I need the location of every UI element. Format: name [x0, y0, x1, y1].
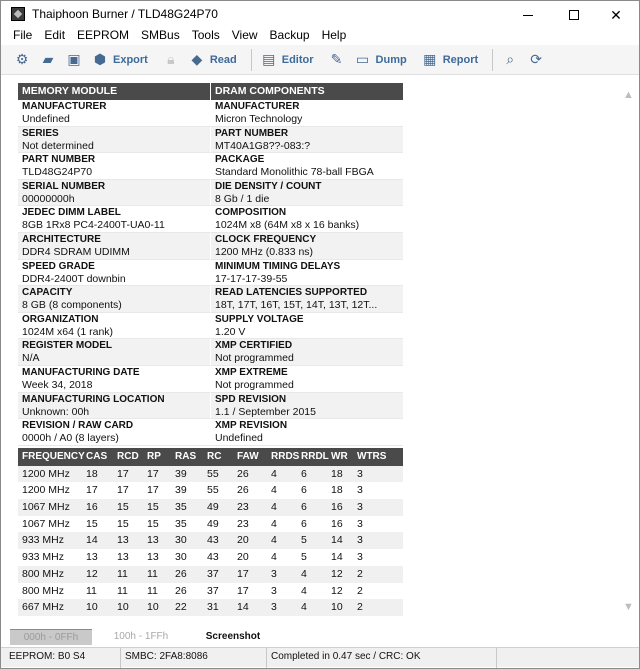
- timing-column-header: RP: [147, 450, 161, 462]
- field-value: Week 34, 2018: [22, 378, 93, 391]
- field-label: MINIMUM TIMING DELAYS: [215, 260, 341, 272]
- dump-button[interactable]: [354, 51, 407, 69]
- timing-cell: 3: [271, 601, 277, 614]
- field-value: Standard Monolithic 78-ball FBGA: [215, 166, 374, 179]
- info-row: [18, 393, 403, 420]
- timing-cell: 12: [86, 567, 98, 580]
- timing-cell: 26: [175, 567, 187, 580]
- timing-cell: 3: [357, 484, 363, 497]
- menu-tools[interactable]: Tools: [191, 28, 220, 42]
- dram-field: [210, 286, 403, 313]
- timing-cell: 667 MHz: [22, 601, 65, 614]
- timing-cell: 15: [117, 517, 129, 530]
- timing-cell: 1067 MHz: [22, 517, 70, 530]
- info-row: [18, 260, 403, 287]
- field-label: DIE DENSITY / COUNT: [215, 180, 322, 192]
- report-icon: ▦: [423, 51, 437, 67]
- field-label: COMPOSITION: [215, 207, 287, 219]
- export-icon: ⬢: [93, 51, 107, 67]
- timing-cell: 26: [237, 467, 249, 480]
- field-label: ARCHITECTURE: [22, 233, 101, 245]
- timing-row: [18, 566, 403, 583]
- timing-cell: 800 MHz: [22, 567, 65, 580]
- timing-cell: 49: [207, 517, 219, 530]
- menu-eeprom[interactable]: EEPROM: [77, 28, 130, 42]
- timing-cell: 17: [147, 484, 159, 497]
- module-field: [18, 366, 210, 393]
- field-value: 1024M x64 (1 rank): [22, 325, 114, 338]
- timing-cell: 3: [271, 567, 277, 580]
- field-label: MANUFACTURING LOCATION: [22, 393, 165, 405]
- timing-cell: 6: [301, 467, 307, 480]
- timing-row: [18, 499, 403, 516]
- timing-cell: 14: [331, 534, 343, 547]
- timing-row: [18, 466, 403, 483]
- export-label: Export: [113, 53, 148, 66]
- module-field: [18, 180, 210, 207]
- field-label: REGISTER MODEL: [22, 340, 113, 352]
- timing-column-header: RCD: [117, 450, 139, 462]
- info-row: [18, 286, 403, 313]
- field-value: Unknown: 00h: [22, 405, 90, 418]
- timing-cell: 12: [331, 567, 343, 580]
- field-value: 1024M x8 (64M x8 x 16 banks): [215, 219, 360, 232]
- dram-field: [210, 393, 403, 420]
- info-row: [18, 153, 403, 180]
- timing-cell: 2: [357, 601, 363, 614]
- timing-cell: 39: [175, 467, 187, 480]
- tools-wrench-icon[interactable]: ✎: [330, 51, 343, 67]
- timing-cell: 26: [237, 484, 249, 497]
- timing-cell: 37: [207, 584, 219, 597]
- status-bar: [1, 647, 639, 667]
- timing-cell: 14: [331, 551, 343, 564]
- timing-cell: 11: [86, 584, 97, 597]
- timing-cell: 49: [207, 501, 219, 514]
- timing-cell: 4: [271, 534, 277, 547]
- timing-cell: 10: [117, 601, 129, 614]
- timing-row: [18, 583, 403, 600]
- timing-cell: 3: [357, 534, 363, 547]
- field-label: ORGANIZATION: [22, 313, 99, 325]
- read-label: Read: [209, 53, 237, 66]
- timing-cell: 18: [86, 467, 98, 480]
- timing-cell: 6: [301, 501, 307, 514]
- menu-backup[interactable]: Backup: [269, 28, 310, 42]
- timing-cell: 3: [357, 517, 363, 530]
- timing-cell: 43: [207, 551, 219, 564]
- info-row: [18, 100, 403, 127]
- menu-file[interactable]: File: [13, 28, 33, 42]
- timing-column-header: FAW: [237, 450, 259, 462]
- timing-cell: 22: [175, 601, 187, 614]
- timing-column-header: WR: [331, 450, 348, 462]
- timing-cell: 23: [237, 501, 249, 514]
- close-button[interactable]: [593, 1, 639, 29]
- save-disk-icon[interactable]: ▣: [67, 51, 81, 67]
- timing-cell: 10: [86, 601, 98, 614]
- settings-gear-icon[interactable]: ⚙: [15, 51, 29, 67]
- field-value: Undefined: [22, 113, 70, 125]
- dram-components-header: DRAM COMPONENTS: [210, 83, 403, 100]
- field-label: SUPPLY VOLTAGE: [215, 313, 304, 325]
- timing-cell: 17: [237, 584, 249, 597]
- timing-table: [18, 466, 403, 616]
- dump-icon: ▭: [355, 51, 370, 67]
- timing-cell: 17: [117, 467, 129, 480]
- status-result: Completed in 0.47 sec / CRC: OK: [267, 648, 497, 668]
- close-icon: ✕: [610, 6, 622, 23]
- field-value: 1.20 V: [215, 325, 246, 338]
- timing-cell: 800 MHz: [22, 584, 65, 597]
- field-value: 1200 MHz (0.833 ns): [215, 245, 314, 258]
- timing-cell: 3: [357, 501, 363, 514]
- timing-cell: 15: [117, 501, 129, 514]
- tab-000h-0ffh[interactable]: 000h - 0FFh: [10, 629, 92, 645]
- timing-cell: 30: [175, 551, 187, 564]
- timing-cell: 1067 MHz: [22, 501, 70, 514]
- timing-cell: 2: [357, 584, 363, 597]
- field-value: MT40A1G8??-083:?: [215, 139, 311, 152]
- timing-row: [18, 599, 403, 616]
- report-view: [1, 75, 639, 623]
- timing-row: [18, 532, 403, 549]
- timing-cell: 4: [301, 567, 307, 580]
- vertical-scrollbar[interactable]: [619, 75, 639, 623]
- module-field: [18, 233, 210, 260]
- field-value: DDR4 SDRAM UDIMM: [22, 245, 130, 258]
- timing-cell: 11: [147, 567, 158, 580]
- app-logo-icon: [11, 7, 25, 21]
- timing-column-header: CAS: [86, 450, 108, 462]
- timing-cell: 2: [357, 567, 363, 580]
- dram-field: [210, 260, 403, 287]
- dram-field: [210, 339, 403, 366]
- field-label: MANUFACTURER: [215, 101, 300, 112]
- timing-cell: 1200 MHz: [22, 467, 70, 480]
- read-button[interactable]: [188, 51, 237, 69]
- module-field: [18, 260, 210, 287]
- field-value: 8 Gb / 1 die: [215, 192, 270, 205]
- module-field: [18, 127, 210, 154]
- info-header: [18, 83, 403, 100]
- timing-cell: 26: [175, 584, 187, 597]
- timing-cell: 15: [147, 517, 159, 530]
- field-label: CAPACITY: [22, 287, 73, 299]
- memory-module-header: MEMORY MODULE: [22, 85, 118, 97]
- field-label: SERIES: [22, 127, 59, 139]
- info-row: [18, 366, 403, 393]
- field-value: 18T, 17T, 16T, 15T, 14T, 13T, 12T...: [215, 299, 378, 312]
- module-field: [18, 313, 210, 340]
- timing-cell: 4: [271, 501, 277, 514]
- timing-cell: 6: [301, 484, 307, 497]
- report-button[interactable]: [421, 51, 478, 69]
- timing-cell: 15: [86, 517, 98, 530]
- timing-column-header: RC: [207, 450, 222, 462]
- timing-cell: 11: [117, 567, 128, 580]
- editor-button[interactable]: [260, 51, 314, 69]
- field-label: XMP CERTIFIED: [215, 340, 293, 352]
- export-button[interactable]: [91, 51, 148, 69]
- info-row: [18, 233, 403, 260]
- timing-column-header: RAS: [175, 450, 197, 462]
- field-label: XMP EXTREME: [215, 366, 288, 378]
- timing-row: [18, 482, 403, 499]
- info-row: [18, 180, 403, 207]
- field-value: Undefined: [215, 432, 263, 445]
- field-label: JEDEC DIMM LABEL: [22, 207, 121, 219]
- timing-cell: 14: [237, 601, 249, 614]
- timing-cell: 5: [301, 551, 307, 564]
- scroll-up-icon[interactable]: ▲: [623, 89, 634, 101]
- timing-cell: 12: [331, 584, 343, 597]
- field-label: XMP REVISION: [215, 420, 288, 432]
- timing-cell: 39: [175, 484, 187, 497]
- field-value: Not determined: [22, 139, 94, 152]
- timing-cell: 43: [207, 534, 219, 547]
- field-label: REVISION / RAW CARD: [22, 420, 134, 432]
- timing-cell: 13: [147, 551, 159, 564]
- menu-edit[interactable]: Edit: [44, 28, 66, 42]
- info-row: [18, 419, 403, 446]
- timing-cell: 37: [207, 567, 219, 580]
- timing-cell: 4: [271, 484, 277, 497]
- field-value: Micron Technology: [215, 113, 303, 125]
- toolbar-separator: [492, 49, 493, 71]
- dram-field: [210, 419, 403, 446]
- field-label: MANUFACTURING DATE: [22, 366, 140, 378]
- toolbar: [1, 45, 639, 75]
- timing-cell: 3: [271, 584, 277, 597]
- window-title: Thaiphoon Burner / TLD48G24P70: [32, 7, 218, 21]
- timing-cell: 4: [271, 467, 277, 480]
- field-value: 8GB 1Rx8 PC4-2400T-UA0-11: [22, 219, 165, 232]
- info-row: [18, 206, 403, 233]
- timing-row: [18, 516, 403, 533]
- field-label: SPD REVISION: [215, 393, 287, 405]
- report-label: Report: [442, 53, 479, 66]
- timing-column-header: RRDL: [301, 450, 329, 462]
- timing-cell: 4: [271, 551, 277, 564]
- menu-bar: [1, 27, 639, 45]
- editor-label: Editor: [281, 53, 314, 66]
- timing-column-header: RRDS: [271, 450, 300, 462]
- info-rows: [18, 100, 403, 446]
- dram-field: [210, 366, 403, 393]
- field-value: DDR4-2400T downbin: [22, 272, 126, 285]
- timing-cell: 3: [357, 551, 363, 564]
- timing-cell: 30: [175, 534, 187, 547]
- module-field: [18, 286, 210, 313]
- timing-cell: 35: [175, 501, 187, 514]
- dump-label: Dump: [375, 53, 407, 66]
- module-field: [18, 100, 210, 127]
- field-value: 17-17-17-39-55: [215, 272, 288, 285]
- module-field: [18, 153, 210, 180]
- timing-cell: 4: [271, 517, 277, 530]
- title-bar[interactable]: [1, 1, 639, 29]
- field-label: SPEED GRADE: [22, 260, 95, 272]
- timing-cell: 5: [301, 534, 307, 547]
- timing-cell: 17: [237, 567, 249, 580]
- field-label: CLOCK FREQUENCY: [215, 233, 317, 245]
- refresh-icon[interactable]: ⟳: [530, 51, 543, 67]
- timing-cell: 4: [301, 601, 307, 614]
- menu-smbus[interactable]: SMBus: [141, 28, 180, 42]
- view-tabs: [1, 627, 639, 647]
- field-value: 00000000h: [22, 192, 75, 205]
- timing-column-header: FREQUENCY: [22, 450, 85, 462]
- menu-view[interactable]: View: [231, 28, 258, 42]
- timing-cell: 1200 MHz: [22, 484, 70, 497]
- timing-cell: 20: [237, 534, 249, 547]
- field-value: 0000h / A0 (8 layers): [22, 432, 119, 445]
- minimize-button[interactable]: [505, 1, 551, 29]
- spd-info-panel: [18, 83, 403, 616]
- dram-field: [210, 180, 403, 207]
- field-value: 8 GB (8 components): [22, 299, 122, 312]
- timing-cell: 16: [331, 517, 343, 530]
- timing-cell: 18: [331, 467, 343, 480]
- timing-row: [18, 549, 403, 566]
- read-chip-icon: ◆: [191, 51, 203, 67]
- timing-cell: 4: [301, 584, 307, 597]
- timing-cell: 17: [147, 467, 159, 480]
- field-label: READ LATENCIES SUPPORTED: [215, 287, 368, 299]
- timing-cell: 13: [147, 534, 159, 547]
- lock-icon[interactable]: 🔒︎: [167, 51, 175, 67]
- field-label: MANUFACTURER: [22, 101, 107, 112]
- timing-cell: 31: [207, 601, 219, 614]
- dram-field: [210, 127, 403, 154]
- timing-cell: 55: [207, 467, 219, 480]
- dram-field: [210, 100, 403, 127]
- maximize-button[interactable]: [551, 1, 597, 29]
- toolbar-separator: [251, 49, 252, 71]
- module-field: [18, 206, 210, 233]
- dram-field: [210, 206, 403, 233]
- status-eeprom: EEPROM: B0 S4: [5, 648, 121, 668]
- timing-cell: 35: [175, 517, 187, 530]
- field-value: TLD48G24P70: [22, 166, 93, 179]
- timing-cell: 10: [331, 601, 343, 614]
- dram-field: [210, 313, 403, 340]
- timing-cell: 13: [86, 551, 98, 564]
- timing-cell: 933 MHz: [22, 534, 65, 547]
- module-field: [18, 339, 210, 366]
- timing-cell: 55: [207, 484, 219, 497]
- timing-cell: 6: [301, 517, 307, 530]
- scroll-down-icon[interactable]: ▼: [623, 601, 634, 613]
- open-folder-icon[interactable]: ▰: [42, 51, 54, 67]
- menu-help[interactable]: Help: [321, 28, 347, 42]
- timing-cell: 23: [237, 517, 249, 530]
- field-label: PACKAGE: [215, 154, 265, 166]
- timing-cell: 10: [147, 601, 159, 614]
- field-value: N/A: [22, 352, 40, 365]
- timing-cell: 3: [357, 467, 363, 480]
- dram-field: [210, 233, 403, 260]
- timing-cell: 13: [117, 534, 129, 547]
- minimize-icon: [523, 15, 533, 16]
- info-row: [18, 339, 403, 366]
- timing-cell: 15: [147, 501, 159, 514]
- timing-cell: 20: [237, 551, 249, 564]
- field-value: Not programmed: [215, 378, 294, 391]
- editor-icon: ▤: [262, 51, 276, 67]
- field-value: Not programmed: [215, 352, 294, 365]
- field-value: 1.1 / September 2015: [215, 405, 316, 418]
- timing-cell: 16: [331, 501, 343, 514]
- timing-cell: 11: [147, 584, 158, 597]
- maximize-icon: [569, 10, 579, 20]
- timing-cell: 17: [86, 484, 98, 497]
- tab-100h-1ffh[interactable]: 100h - 1FFh: [113, 631, 169, 642]
- timing-table-header: [18, 448, 403, 466]
- timing-column-header: WTRS: [357, 450, 387, 462]
- search-icon[interactable]: ⌕: [506, 51, 515, 67]
- timing-cell: 933 MHz: [22, 551, 65, 564]
- status-smbc: SMBC: 2FA8:8086: [121, 648, 267, 668]
- info-row: [18, 127, 403, 154]
- timing-cell: 16: [86, 501, 98, 514]
- tab-screenshot[interactable]: Screenshot: [205, 631, 261, 642]
- timing-cell: 17: [117, 484, 129, 497]
- field-label: PART NUMBER: [22, 154, 96, 166]
- dram-field: [210, 153, 403, 180]
- field-label: SERIAL NUMBER: [22, 180, 106, 192]
- field-label: PART NUMBER: [215, 127, 289, 139]
- timing-cell: 11: [117, 584, 128, 597]
- info-row: [18, 313, 403, 340]
- timing-cell: 14: [86, 534, 98, 547]
- timing-cell: 18: [331, 484, 343, 497]
- timing-cell: 13: [117, 551, 129, 564]
- module-field: [18, 393, 210, 420]
- module-field: [18, 419, 210, 446]
